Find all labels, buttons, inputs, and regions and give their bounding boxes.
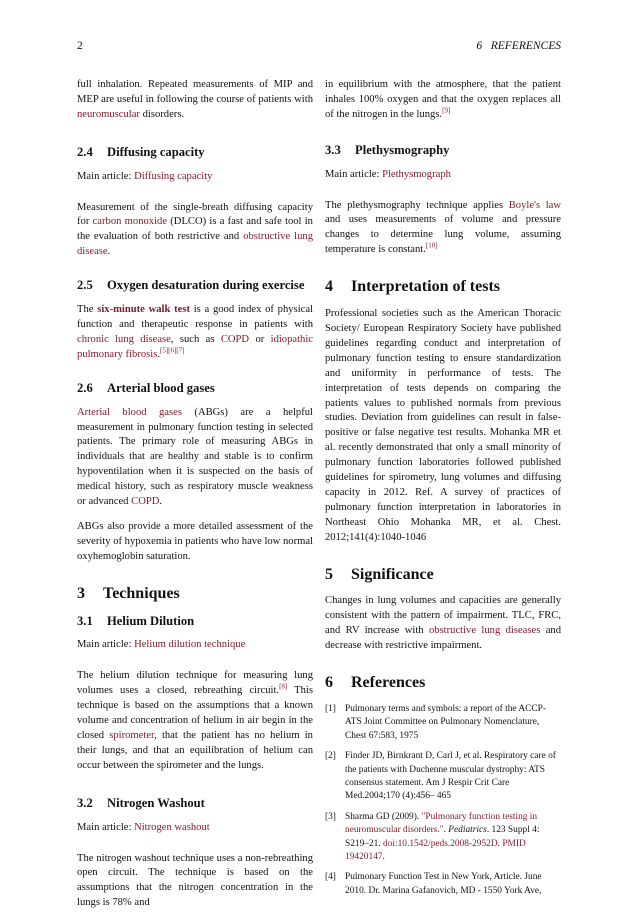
reference-4: [4] Pulmonary Function Test in New York, Article. June 2010. Dr. Marina Gafanovich, MD - 1550 York Ave,: [325, 872, 542, 896]
citation-9[interactable]: [9]: [442, 106, 451, 115]
pmid-link[interactable]: PMID 19420147: [345, 838, 526, 863]
citation-5-6-7[interactable]: [5][6][7]: [159, 346, 185, 355]
section-3-3-heading: 3.3 Plethysmography: [325, 142, 450, 157]
arterial-blood-gases-link[interactable]: Arterial blood gases: [77, 406, 182, 418]
sharma-article-link[interactable]: "Pulmonary function testing in neuromuscular disorders.": [345, 811, 538, 836]
abg-paragraph-1: Arterial blood gases (ABGs) are a helpful measurement in pulmonary function testing in selected patients. The primary role of measuring ABGs in individuals that are healthy and stable is to confirm hypoventilation when it is suspected on the basis of medical history, such as respiratory muscle weakness or advanced COPD.: [77, 406, 313, 508]
section-3-2-heading: 3.2 Nitrogen Washout: [77, 795, 205, 810]
main-article-diffusing: Main article: Diffusing capacity: [77, 170, 213, 182]
section-3-heading: 3 Techniques: [77, 584, 180, 602]
plethysmograph-link[interactable]: Plethysmograph: [382, 168, 451, 180]
citation-8[interactable]: [8]: [279, 682, 288, 691]
reference-3: [3] Sharma GD (2009). "Pulmonary function testing in neuromuscular disorders.". Pediatrics. 123 Suppl 4: S219–21. doi:10.1542/peds.2008-2952D. PMID 19420147.: [325, 811, 540, 863]
helium-paragraph: The helium dilution technique for measuring lung volumes uses a closed, rebreathing circuit.[8] This technique is based on the assumptions that a known volume and concentration of helium in air begin in the closed spirometer, that the patient has no helium in their lungs, and that an equilibration of helium can occur between the spirometer and the lungs.: [77, 670, 313, 771]
neuromuscular-link[interactable]: neuromuscular: [77, 108, 140, 120]
section-3-1-heading: 3.1 Helium Dilution: [77, 613, 195, 628]
page-number: 2: [77, 40, 83, 52]
section-4-heading: 4 Interpretation of tests: [325, 278, 501, 296]
boyles-law-link[interactable]: Boyle's law: [508, 199, 561, 211]
section-6-heading: 6 References: [325, 674, 426, 692]
section-2-6-heading: 2.6 Arterial blood gases: [77, 380, 215, 395]
diffusing-paragraph: Measurement of the single-breath diffusing capacity for carbon monoxide (DLCO) is a fast and safe tool in the evaluation of both restrictive and obstructive lung disease.: [77, 201, 314, 258]
doi-link[interactable]: doi:10.1542/peds.2008-2952D: [383, 838, 498, 849]
section-2-5-heading: 2.5 Oxygen desaturation during exercise: [77, 278, 305, 293]
section-5-heading: 5 Significance: [325, 565, 434, 583]
reference-2: [2] Finder JD, Birnkrant D, Carl J, et al. Respiratory care of the patients with Duchenne muscular dystrophy: ATS consensus statement. Am J Respir Crit Care Med.2004;170 (4):456– 465: [325, 751, 556, 802]
main-article-pleth: Main article: Plethysmograph: [325, 168, 451, 180]
nitrogen-continued-paragraph: in equilibrium with the atmosphere, that the patient inhales 100% oxygen and that the oxygen replaces all of the nitrogen in the lungs.[9]: [325, 79, 561, 120]
six-minute-walk-link[interactable]: six-minute walk test: [97, 304, 190, 316]
nitrogen-paragraph: The nitrogen washout technique uses a non-rebreathing open circuit. The technique is based on the assumptions that the nitrogen concentration in the lungs is 78% and: [77, 852, 313, 909]
spirometer-link[interactable]: spirometer: [109, 730, 155, 741]
chronic-lung-disease-link[interactable]: chronic lung disease: [77, 333, 171, 345]
obstructive-lung-diseases-link[interactable]: obstructive lung diseases: [428, 625, 541, 637]
pleth-paragraph: The plethysmography technique applies Boyle's law and uses measurements of volume and pressure changes to determine lung volume, assuming temperature is constant.[10]: [325, 199, 561, 256]
diffusing-capacity-link[interactable]: Diffusing capacity: [134, 170, 213, 182]
citation-10[interactable]: [10]: [425, 241, 438, 250]
nitrogen-washout-link[interactable]: Nitrogen washout: [134, 821, 210, 833]
reference-list: [325, 703, 561, 898]
carbon-monoxide-link[interactable]: carbon monoxide: [92, 216, 168, 228]
left-column: [77, 78, 313, 921]
main-article-helium: Main article: Helium dilution technique: [77, 639, 246, 651]
reference-1: [1] Pulmonary terms and symbols: a report of the ACCP-ATS Joint Committee on Pulmonary Nomenclature, Chest 67:583, 1975: [325, 704, 547, 741]
copd-link[interactable]: COPD: [220, 333, 250, 345]
main-article-nitrogen: Main article: Nitrogen washout: [77, 821, 210, 833]
significance-paragraph: Changes in lung volumes and capacities are generally consistent with the pattern of impairment. TLC, FRC, and RV increase with obstructive lung diseases and decrease with restrictive impairment.: [325, 595, 561, 652]
intro-paragraph: full inhalation. Repeated measurements of MIP and MEP are useful in following the course of patients with neuromuscular disorders.: [77, 79, 313, 120]
running-title: 6 REFERENCES: [476, 40, 561, 52]
abg-paragraph-2: ABGs also provide a more detailed assessment of the severity of hypoxemia in patients who have low normal oxyhemoglobin saturation.: [77, 520, 313, 562]
helium-dilution-link[interactable]: Helium dilution technique: [134, 639, 246, 651]
section-2-4-heading: 2.4 Diffusing capacity: [77, 144, 205, 159]
interpretation-paragraph: Professional societies such as the American Thoracic Society/ European Respiratory Society have published guidelines regarding conduct and interpretation of pulmonary function testing to ensure standardization and uniformity in performance of tests. The interpretation of tests depends on comparing the patients values to published normals from previous studies. Deviation from guidelines can result in false-positive or false negative test results. Mohanka MR et al. recently demonstrated that only a small minority of pulmonary function laboratories followed published guidelines for spirometry, lung volumes and diffusing capacity in 2012. Ref. A survey of practices of pulmonary function interpretation in laboratories in Northeast Ohio Mohanka MR, et al. Chest. 2012;141(4):1040-1046: [325, 308, 561, 543]
oxygen-paragraph: The six-minute walk test is a good index of physical function and therapeutic response in patients with chronic lung disease, such as COPD or idiopathic pulmonary fibrosis.[5][6][7]: [77, 304, 313, 360]
obstructive-lung-disease-link[interactable]: obstructive lung disease: [77, 231, 314, 258]
right-column: [325, 78, 561, 905]
ipf-link[interactable]: idiopathic pulmonary fibrosis: [77, 333, 313, 360]
copd-link-2[interactable]: COPD: [131, 496, 160, 508]
